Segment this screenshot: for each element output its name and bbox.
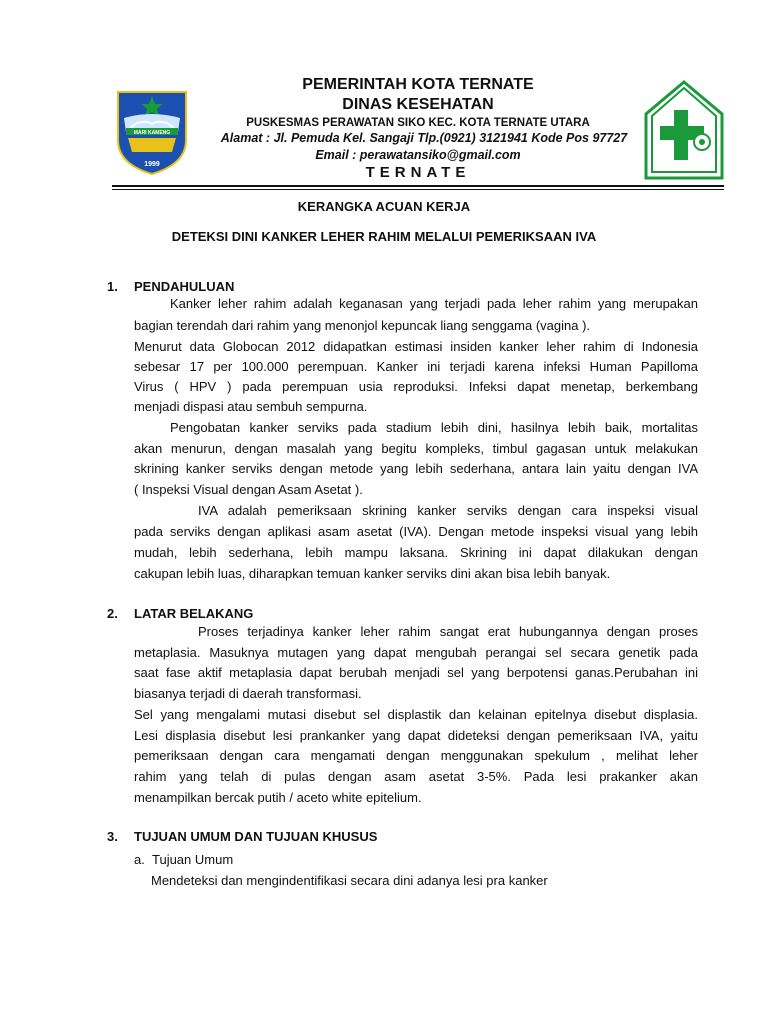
section-title: LATAR BELAKANG (134, 606, 254, 621)
paragraph-line: sebesar 17 per 100.000 perempuan. Kanker ini terjadi karena infeksi Human Papilloma (134, 359, 698, 374)
header-unit: PUSKESMAS PERAWATAN SIKO KEC. KOTA TERNATE UTARA (246, 117, 590, 129)
paragraph-line: biasanya terjadi di daerah transformasi. (134, 686, 362, 701)
header-department: DINAS KESEHATAN (342, 96, 494, 113)
paragraph-line: mudah, lebih sederhana, lebih mampu laksana. Skrining ini dapat dilakukan dengan (134, 545, 698, 560)
paragraph-line: rahim yang telah di pulas dengan asam asetat 3-5%. Pada lesi prakanker akan (134, 769, 698, 784)
paragraph-line: saat fase aktif metaplasia dapat berubah menjadi sel yang berpotensi ganas.Perubahan ini (134, 665, 698, 680)
paragraph-line: ( Inspeksi Visual dengan Asam Asetat ). (134, 482, 363, 497)
paragraph-line: bagian terendah dari rahim yang menonjol kepuncak liang senggama (vagina ). (134, 318, 591, 333)
paragraph-line: pemeriksaan dengan cara mengamati dengan menggunakan spekulum , melihat leher (134, 748, 698, 763)
header-email: Email : perawatansiko@gmail.com (315, 148, 521, 162)
subsection-text: Mendeteksi dan mengindentifikasi secara dini adanya lesi pra kanker (151, 873, 548, 888)
section-number: 3. (107, 829, 118, 844)
header-city: TERNATE (365, 164, 471, 181)
header-divider (112, 185, 724, 187)
city-emblem-logo (112, 88, 192, 176)
paragraph-line: IVA adalah pemeriksaan skrining kanker serviks dengan cara inspeksi visual (198, 503, 698, 518)
paragraph-line: Menurut data Globocan 2012 didapatkan estimasi insiden kanker leher rahim di Indonesia (134, 339, 698, 354)
paragraph-line: menampilkan bercak putih / aceto white epitelium. (134, 790, 422, 805)
paragraph-line: skrining kanker serviks dengan metode yang lebih sederhana, antara lain yaitu dengan IVA (134, 461, 698, 476)
paragraph-line: Kanker leher rahim adalah keganasan yang terjadi pada leher rahim yang merupakan (170, 296, 698, 311)
document-subtitle: DETEKSI DINI KANKER LEHER RAHIM MELALUI PEMERIKSAAN IVA (171, 229, 597, 244)
svg-text:MARI KAMENG: MARI KAMENG (133, 130, 171, 136)
paragraph-line: Pengobatan kanker serviks pada stadium lebih dini, hasilnya lebih baik, mortalitas (170, 420, 698, 435)
paragraph-line: cakupan lebih luas, diharapkan temuan kanker serviks dini akan bisa lebih banyak. (134, 566, 611, 581)
header-government: PEMERINTAH KOTA TERNATE (302, 76, 534, 93)
section-number: 2. (107, 606, 118, 621)
paragraph-line: Lesi displasia disebut lesi prankanker yang dapat dideteksi dengan pemeriksaan IVA, yaitu (134, 728, 698, 743)
header-address: Alamat : Jl. Pemuda Kel. Sangaji Tlp.(0921) 3121941 Kode Pos 97727 (220, 131, 628, 145)
paragraph-line: Virus ( HPV ) pada perempuan usia reproduksi. Infeksi dapat menetap, berkembang (134, 379, 698, 394)
subsection-title: Tujuan Umum (152, 852, 234, 867)
document-title: KERANGKA ACUAN KERJA (297, 199, 471, 214)
puskesmas-logo (644, 80, 724, 180)
paragraph-line: Proses terjadinya kanker leher rahim sangat erat hubungannya dengan proses (198, 624, 698, 639)
paragraph-line: akan menurun, dengan masalah yang begitu kompleks, timbul gagasan untuk melakukan (134, 441, 698, 456)
paragraph-line: pada serviks dengan aplikasi asam asetat (IVA). Dengan metode inspeksi visual yang lebih (134, 524, 698, 539)
svg-text:1999: 1999 (144, 161, 160, 168)
paragraph-line: metaplasia. Masuknya mutagen yang dapat mengubah perangai sel secara genetik pada (134, 645, 698, 660)
paragraph-line: Sel yang mengalami mutasi disebut sel displastik dan kelainan epitelnya disebut displasia. (134, 707, 698, 722)
section-title: TUJUAN UMUM DAN TUJUAN KHUSUS (134, 829, 378, 844)
header-divider-thin (112, 189, 724, 190)
subsection-label: a. (134, 852, 145, 867)
paragraph-line: menjadi dispasi atau sembuh sempurna. (134, 399, 368, 414)
section-number: 1. (107, 279, 118, 294)
section-title: PENDAHULUAN (134, 279, 235, 294)
